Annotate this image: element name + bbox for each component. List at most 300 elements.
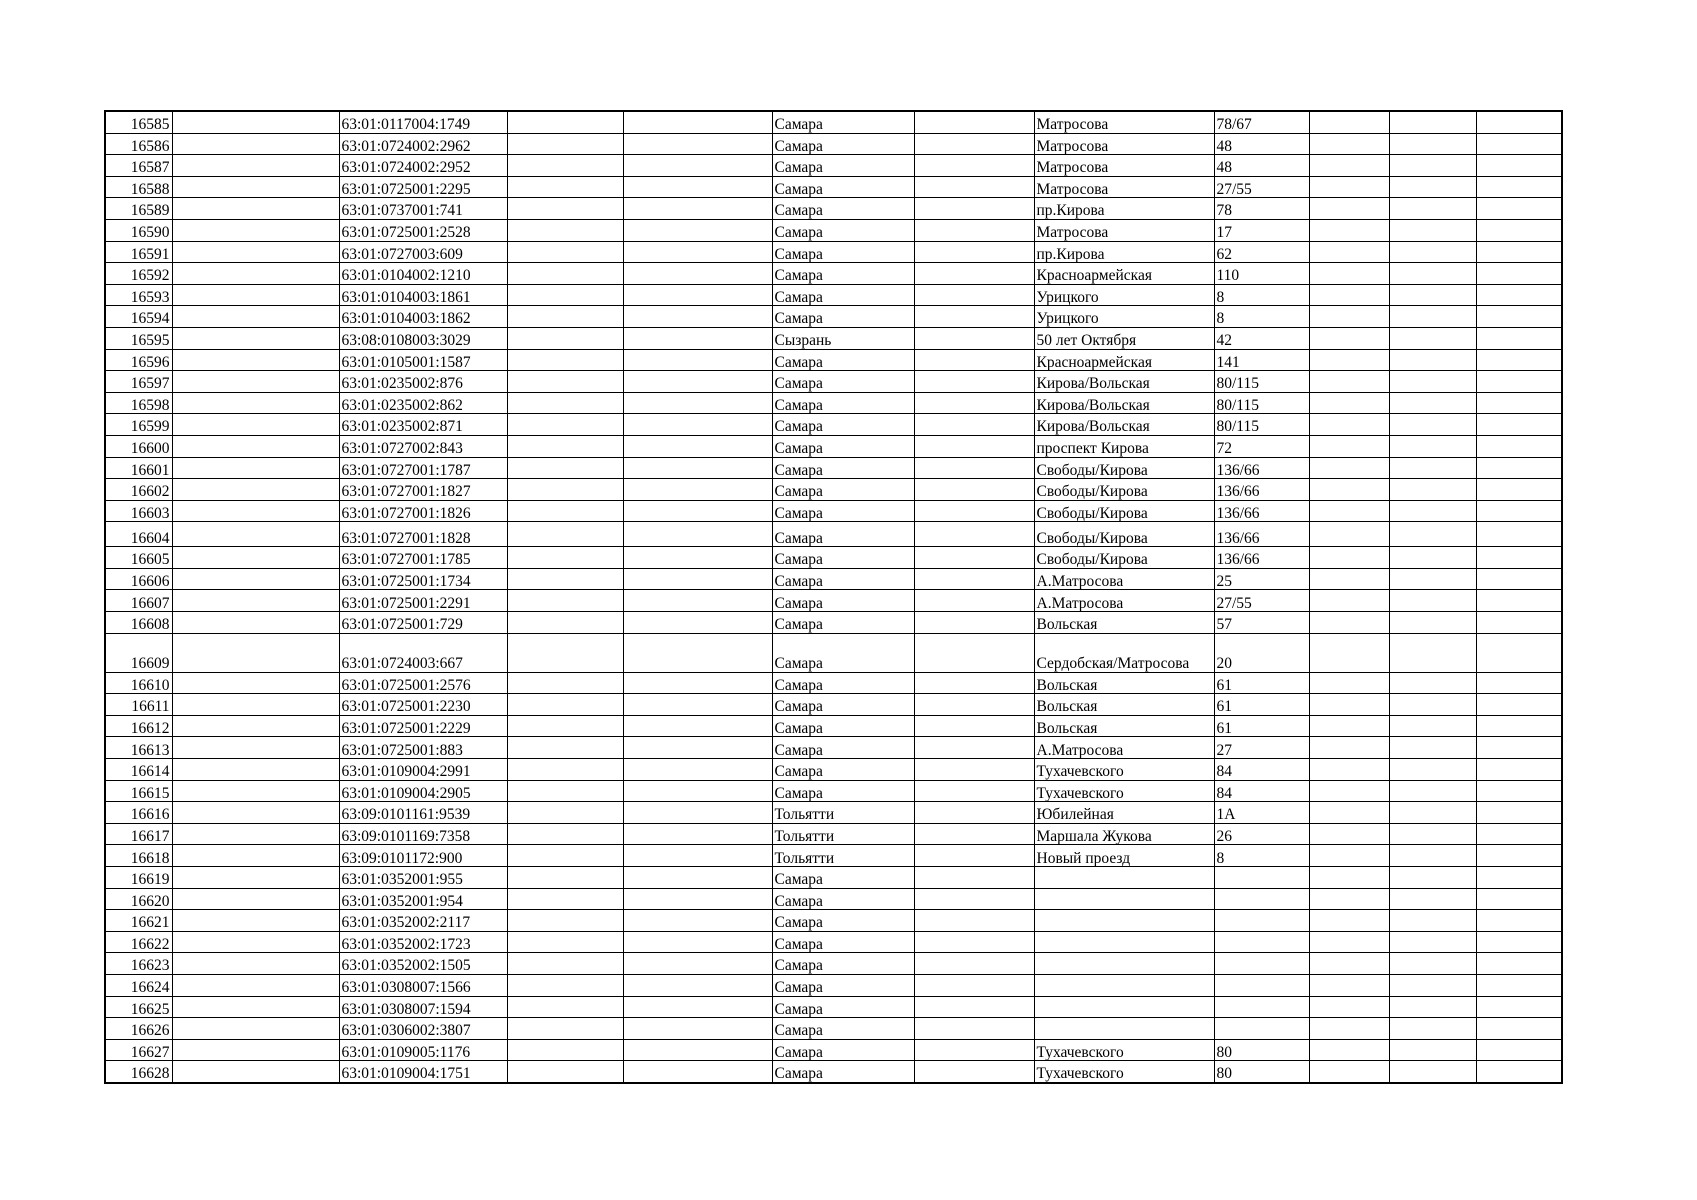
cell-cadastral: 63:01:0725001:1734: [339, 568, 507, 590]
registry-table: [104, 110, 1563, 1084]
cell-no: 16600: [105, 435, 172, 457]
cell-empty: [172, 737, 339, 759]
table-row: [105, 547, 1562, 569]
cell-empty: [1309, 1061, 1389, 1083]
cell-empty: [507, 802, 623, 824]
cell-empty: [507, 306, 623, 328]
cell-no: 16616: [105, 802, 172, 824]
cell-empty: [172, 974, 339, 996]
cell-house: 80: [1214, 1039, 1309, 1061]
cell-cadastral: 63:01:0109004:2991: [339, 759, 507, 781]
cell-no: 16610: [105, 672, 172, 694]
cell-empty: [1309, 1018, 1389, 1040]
cell-street: Маршала Жукова: [1034, 823, 1214, 845]
cell-no: 16613: [105, 737, 172, 759]
cell-house: [1214, 996, 1309, 1018]
cell-empty: [1309, 888, 1389, 910]
cell-empty: [172, 1018, 339, 1040]
cell-empty: [507, 867, 623, 889]
cell-empty: [507, 241, 623, 263]
cell-empty: [1309, 241, 1389, 263]
cell-empty: [1309, 263, 1389, 285]
cell-cadastral: 63:01:0725001:2528: [339, 219, 507, 241]
cell-empty: [914, 198, 1034, 220]
cell-empty: [507, 672, 623, 694]
cell-cadastral: 63:01:0352002:1723: [339, 931, 507, 953]
cell-empty: [1389, 349, 1476, 371]
cell-house: 136/66: [1214, 500, 1309, 522]
cell-empty: [914, 759, 1034, 781]
cell-empty: [1389, 479, 1476, 501]
cell-empty: [1476, 349, 1562, 371]
cell-empty: [1389, 910, 1476, 932]
cell-empty: [1309, 133, 1389, 155]
cell-empty: [623, 371, 772, 393]
cell-empty: [507, 371, 623, 393]
cell-empty: [172, 931, 339, 953]
table-row: [105, 155, 1562, 177]
cell-empty: [914, 522, 1034, 547]
cell-empty: [914, 155, 1034, 177]
cell-empty: [1389, 974, 1476, 996]
cell-empty: [914, 1018, 1034, 1040]
cell-empty: [1476, 457, 1562, 479]
cell-house: 27: [1214, 737, 1309, 759]
cell-empty: [1309, 590, 1389, 612]
registry-table-body: [105, 111, 1562, 1083]
cell-empty: [1476, 996, 1562, 1018]
cell-empty: [1476, 241, 1562, 263]
cell-empty: [1476, 759, 1562, 781]
cell-empty: [507, 568, 623, 590]
cell-street: Свободы/Кирова: [1034, 547, 1214, 569]
cell-empty: [1476, 198, 1562, 220]
cell-cadastral: 63:01:0104003:1862: [339, 306, 507, 328]
cell-empty: [914, 867, 1034, 889]
cell-empty: [172, 1061, 339, 1083]
cell-empty: [1476, 823, 1562, 845]
cell-empty: [914, 371, 1034, 393]
cell-empty: [172, 371, 339, 393]
cell-empty: [623, 547, 772, 569]
cell-city: Самара: [772, 1018, 914, 1040]
cell-cadastral: 63:01:0308007:1594: [339, 996, 507, 1018]
cell-empty: [623, 500, 772, 522]
cell-no: 16589: [105, 198, 172, 220]
cell-house: 61: [1214, 694, 1309, 716]
cell-cadastral: 63:01:0725001:2576: [339, 672, 507, 694]
table-row: [105, 759, 1562, 781]
cell-empty: [1476, 568, 1562, 590]
cell-empty: [507, 111, 623, 133]
cell-empty: [1389, 996, 1476, 1018]
cell-empty: [914, 111, 1034, 133]
cell-empty: [623, 931, 772, 953]
cell-house: 17: [1214, 219, 1309, 241]
cell-empty: [1389, 845, 1476, 867]
cell-street: Тухачевского: [1034, 1061, 1214, 1083]
cell-empty: [914, 349, 1034, 371]
cell-city: Самара: [772, 590, 914, 612]
cell-cadastral: 63:01:0724002:2962: [339, 133, 507, 155]
table-row: [105, 845, 1562, 867]
table-row: [105, 1039, 1562, 1061]
cell-no: 16597: [105, 371, 172, 393]
cell-empty: [172, 715, 339, 737]
cell-empty: [1389, 306, 1476, 328]
cell-empty: [1309, 953, 1389, 975]
cell-city: Самара: [772, 371, 914, 393]
cell-empty: [172, 633, 339, 672]
cell-empty: [1389, 155, 1476, 177]
cell-street: Матросова: [1034, 133, 1214, 155]
cell-empty: [623, 845, 772, 867]
cell-empty: [1476, 845, 1562, 867]
table-row: [105, 1018, 1562, 1040]
cell-empty: [507, 694, 623, 716]
cell-empty: [1389, 392, 1476, 414]
cell-street: пр.Кирова: [1034, 241, 1214, 263]
cell-empty: [507, 479, 623, 501]
cell-cadastral: 63:01:0725001:2291: [339, 590, 507, 612]
cell-empty: [1476, 284, 1562, 306]
cell-empty: [172, 241, 339, 263]
table-row: [105, 910, 1562, 932]
cell-street: [1034, 931, 1214, 953]
cell-empty: [914, 802, 1034, 824]
cell-cadastral: 63:01:0727001:1827: [339, 479, 507, 501]
cell-empty: [172, 759, 339, 781]
cell-city: Самара: [772, 633, 914, 672]
cell-empty: [1309, 284, 1389, 306]
cell-empty: [623, 327, 772, 349]
cell-empty: [1309, 672, 1389, 694]
cell-street: Матросова: [1034, 155, 1214, 177]
cell-cadastral: 63:01:0727003:609: [339, 241, 507, 263]
cell-empty: [623, 198, 772, 220]
cell-empty: [623, 349, 772, 371]
cell-empty: [172, 500, 339, 522]
cell-house: [1214, 867, 1309, 889]
cell-empty: [1476, 500, 1562, 522]
cell-empty: [172, 176, 339, 198]
table-row: [105, 327, 1562, 349]
cell-street: Красноармейская: [1034, 263, 1214, 285]
cell-empty: [507, 996, 623, 1018]
cell-no: 16607: [105, 590, 172, 612]
cell-empty: [1309, 759, 1389, 781]
cell-house: 8: [1214, 306, 1309, 328]
cell-empty: [1476, 867, 1562, 889]
cell-no: 16622: [105, 931, 172, 953]
cell-empty: [172, 867, 339, 889]
table-row: [105, 176, 1562, 198]
cell-city: Самара: [772, 888, 914, 910]
cell-empty: [172, 327, 339, 349]
cell-empty: [507, 780, 623, 802]
cell-street: [1034, 974, 1214, 996]
cell-empty: [172, 349, 339, 371]
cell-city: Самара: [772, 1039, 914, 1061]
cell-street: Сердобская/Матросова: [1034, 633, 1214, 672]
cell-city: Самара: [772, 974, 914, 996]
cell-cadastral: 63:01:0308007:1566: [339, 974, 507, 996]
cell-empty: [914, 568, 1034, 590]
cell-empty: [507, 845, 623, 867]
cell-street: Тухачевского: [1034, 1039, 1214, 1061]
cell-empty: [507, 176, 623, 198]
cell-empty: [1309, 910, 1389, 932]
cell-empty: [623, 306, 772, 328]
cell-empty: [914, 1039, 1034, 1061]
cell-empty: [623, 715, 772, 737]
table-row: [105, 780, 1562, 802]
cell-no: 16606: [105, 568, 172, 590]
cell-city: Самара: [772, 241, 914, 263]
cell-empty: [1389, 500, 1476, 522]
cell-empty: [1309, 111, 1389, 133]
cell-street: Вольская: [1034, 612, 1214, 634]
cell-empty: [1476, 1018, 1562, 1040]
cell-city: Самара: [772, 996, 914, 1018]
table-row: [105, 996, 1562, 1018]
cell-empty: [914, 910, 1034, 932]
cell-empty: [1476, 522, 1562, 547]
cell-empty: [507, 263, 623, 285]
cell-empty: [1476, 931, 1562, 953]
cell-street: Свободы/Кирова: [1034, 522, 1214, 547]
cell-empty: [623, 694, 772, 716]
cell-empty: [1476, 263, 1562, 285]
cell-empty: [623, 802, 772, 824]
cell-empty: [172, 672, 339, 694]
cell-empty: [1309, 802, 1389, 824]
cell-no: 16618: [105, 845, 172, 867]
cell-cadastral: 63:01:0352001:955: [339, 867, 507, 889]
cell-empty: [914, 953, 1034, 975]
cell-empty: [914, 479, 1034, 501]
cell-cadastral: 63:01:0727001:1826: [339, 500, 507, 522]
cell-cadastral: 63:01:0352001:954: [339, 888, 507, 910]
cell-empty: [1476, 974, 1562, 996]
cell-empty: [507, 435, 623, 457]
cell-no: 16627: [105, 1039, 172, 1061]
cell-no: 16605: [105, 547, 172, 569]
cell-cadastral: 63:08:0108003:3029: [339, 327, 507, 349]
cell-city: Самара: [772, 414, 914, 436]
table-row: [105, 435, 1562, 457]
table-row: [105, 737, 1562, 759]
cell-empty: [1309, 715, 1389, 737]
table-row: [105, 612, 1562, 634]
cell-empty: [1476, 612, 1562, 634]
cell-no: 16628: [105, 1061, 172, 1083]
cell-no: 16624: [105, 974, 172, 996]
cell-empty: [172, 910, 339, 932]
cell-empty: [623, 953, 772, 975]
cell-house: 136/66: [1214, 457, 1309, 479]
cell-empty: [172, 780, 339, 802]
cell-empty: [1309, 974, 1389, 996]
cell-empty: [172, 284, 339, 306]
cell-house: [1214, 974, 1309, 996]
cell-empty: [1476, 547, 1562, 569]
cell-empty: [1389, 759, 1476, 781]
cell-empty: [1309, 176, 1389, 198]
cell-empty: [172, 457, 339, 479]
cell-city: Тольятти: [772, 845, 914, 867]
cell-empty: [1309, 568, 1389, 590]
cell-house: 57: [1214, 612, 1309, 634]
cell-cadastral: 63:01:0109004:2905: [339, 780, 507, 802]
cell-city: Самара: [772, 111, 914, 133]
cell-street: Новый проезд: [1034, 845, 1214, 867]
cell-house: 78: [1214, 198, 1309, 220]
cell-street: А.Матросова: [1034, 737, 1214, 759]
cell-city: Самара: [772, 219, 914, 241]
cell-empty: [507, 198, 623, 220]
cell-empty: [1389, 612, 1476, 634]
cell-cadastral: 63:01:0727002:843: [339, 435, 507, 457]
cell-empty: [623, 633, 772, 672]
table-row: [105, 241, 1562, 263]
cell-empty: [507, 590, 623, 612]
cell-city: Самара: [772, 198, 914, 220]
cell-cadastral: 63:01:0235002:862: [339, 392, 507, 414]
cell-street: Вольская: [1034, 715, 1214, 737]
cell-house: 136/66: [1214, 522, 1309, 547]
cell-empty: [914, 176, 1034, 198]
cell-empty: [507, 759, 623, 781]
cell-empty: [1309, 414, 1389, 436]
cell-street: Тухачевского: [1034, 759, 1214, 781]
cell-empty: [1389, 568, 1476, 590]
table-row: [105, 802, 1562, 824]
table-row: [105, 974, 1562, 996]
cell-house: 8: [1214, 284, 1309, 306]
cell-house: 84: [1214, 759, 1309, 781]
cell-no: 16593: [105, 284, 172, 306]
cell-street: 50 лет Октября: [1034, 327, 1214, 349]
cell-empty: [1389, 435, 1476, 457]
cell-empty: [1389, 931, 1476, 953]
cell-street: Свободы/Кирова: [1034, 457, 1214, 479]
cell-empty: [1389, 219, 1476, 241]
cell-empty: [914, 737, 1034, 759]
table-row: [105, 219, 1562, 241]
cell-house: 136/66: [1214, 479, 1309, 501]
cell-empty: [1389, 241, 1476, 263]
cell-city: Самара: [772, 737, 914, 759]
cell-empty: [507, 633, 623, 672]
cell-empty: [1476, 435, 1562, 457]
cell-empty: [914, 974, 1034, 996]
cell-city: Самара: [772, 392, 914, 414]
cell-empty: [172, 111, 339, 133]
cell-empty: [1389, 737, 1476, 759]
cell-city: Самара: [772, 715, 914, 737]
cell-empty: [1476, 392, 1562, 414]
cell-empty: [1389, 694, 1476, 716]
cell-empty: [623, 590, 772, 612]
table-row: [105, 823, 1562, 845]
cell-street: Кирова/Вольская: [1034, 392, 1214, 414]
cell-house: [1214, 910, 1309, 932]
cell-empty: [1476, 371, 1562, 393]
cell-house: 61: [1214, 672, 1309, 694]
table-row: [105, 479, 1562, 501]
table-row: [105, 457, 1562, 479]
cell-empty: [623, 219, 772, 241]
cell-house: 80/115: [1214, 371, 1309, 393]
cell-empty: [623, 759, 772, 781]
cell-cadastral: 63:01:0724002:2952: [339, 155, 507, 177]
cell-empty: [1389, 522, 1476, 547]
cell-empty: [1309, 198, 1389, 220]
cell-house: 62: [1214, 241, 1309, 263]
cell-empty: [623, 672, 772, 694]
cell-city: Сызрань: [772, 327, 914, 349]
cell-empty: [1309, 500, 1389, 522]
cell-empty: [507, 392, 623, 414]
cell-empty: [914, 435, 1034, 457]
cell-no: 16626: [105, 1018, 172, 1040]
cell-empty: [1389, 633, 1476, 672]
cell-empty: [623, 457, 772, 479]
cell-empty: [507, 888, 623, 910]
cell-empty: [914, 1061, 1034, 1083]
cell-house: 110: [1214, 263, 1309, 285]
cell-empty: [507, 953, 623, 975]
cell-empty: [172, 547, 339, 569]
cell-cadastral: 63:01:0727001:1785: [339, 547, 507, 569]
table-row: [105, 349, 1562, 371]
table-row: [105, 694, 1562, 716]
cell-empty: [507, 612, 623, 634]
cell-city: Тольятти: [772, 823, 914, 845]
cell-empty: [1389, 823, 1476, 845]
cell-cadastral: 63:09:0101169:7358: [339, 823, 507, 845]
cell-street: [1034, 910, 1214, 932]
cell-empty: [507, 547, 623, 569]
cell-city: Самара: [772, 694, 914, 716]
cell-empty: [1476, 953, 1562, 975]
cell-street: Кирова/Вольская: [1034, 414, 1214, 436]
cell-empty: [172, 133, 339, 155]
table-row: [105, 522, 1562, 547]
cell-house: [1214, 953, 1309, 975]
cell-house: 78/67: [1214, 111, 1309, 133]
cell-cadastral: 63:01:0727001:1787: [339, 457, 507, 479]
cell-cadastral: 63:01:0235002:876: [339, 371, 507, 393]
table-row: [105, 111, 1562, 133]
cell-city: Самара: [772, 306, 914, 328]
cell-cadastral: 63:01:0725001:2229: [339, 715, 507, 737]
cell-empty: [172, 414, 339, 436]
cell-cadastral: 63:01:0105001:1587: [339, 349, 507, 371]
cell-empty: [1389, 547, 1476, 569]
cell-cadastral: 63:01:0104002:1210: [339, 263, 507, 285]
cell-empty: [623, 241, 772, 263]
cell-street: Свободы/Кирова: [1034, 500, 1214, 522]
cell-empty: [507, 974, 623, 996]
cell-house: 1А: [1214, 802, 1309, 824]
cell-no: 16625: [105, 996, 172, 1018]
cell-empty: [623, 111, 772, 133]
cell-empty: [914, 500, 1034, 522]
cell-empty: [172, 888, 339, 910]
cell-empty: [623, 1039, 772, 1061]
